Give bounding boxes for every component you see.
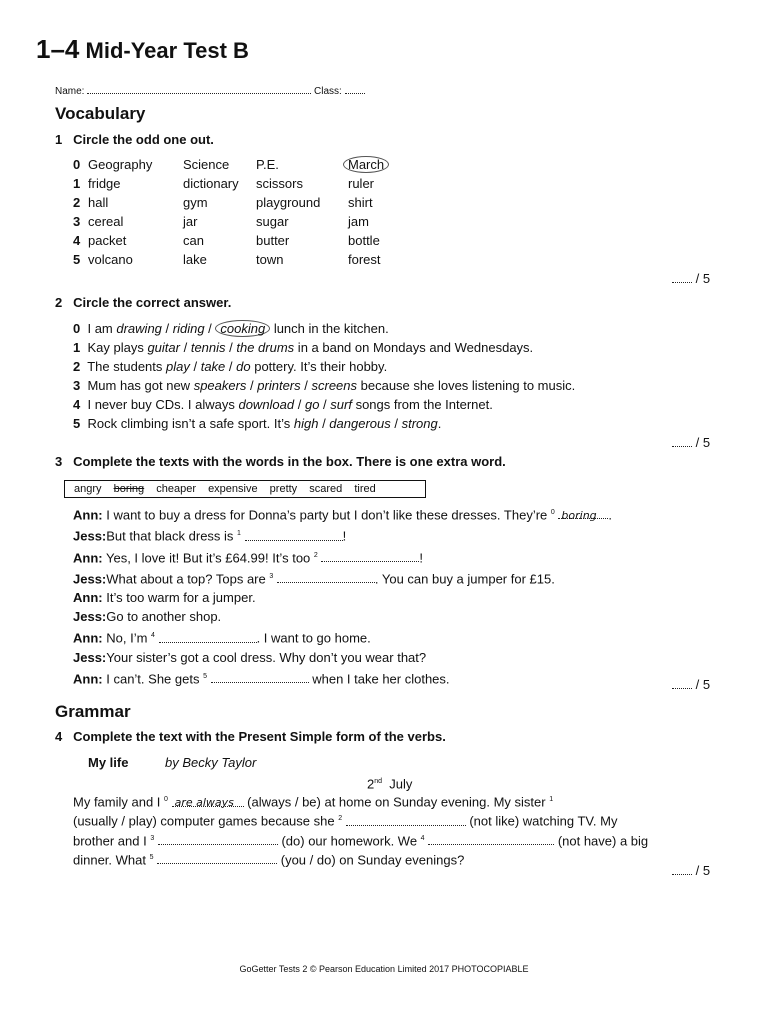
sentence-text: in a band on Mondays and Wednesdays. [294, 340, 534, 355]
unit-range: 1–4 [36, 34, 80, 64]
option[interactable]: play [166, 359, 190, 374]
option[interactable]: go [304, 397, 320, 412]
word[interactable]: forest [348, 252, 381, 267]
dialogue-line [73, 567, 612, 588]
date-day: 2 [367, 776, 375, 792]
speaker: Ann: [73, 630, 103, 646]
table-row [73, 231, 389, 250]
line-text: (usually / play) computer games because she [73, 813, 339, 829]
dialogue-line [73, 607, 612, 626]
answer-blank[interactable] [159, 629, 257, 643]
score-field[interactable] [672, 677, 692, 689]
sentence-text: I never buy CDs. I always [87, 397, 239, 412]
option[interactable]: dangerous [329, 416, 391, 431]
separator: / [204, 321, 216, 336]
word-box [64, 480, 426, 498]
score-field[interactable] [672, 435, 692, 447]
speaker: Jess: [73, 571, 107, 587]
name-class-line [55, 84, 365, 97]
box-word: tired [354, 483, 376, 495]
example-answer: boring [561, 509, 597, 523]
sentence-text: because she loves listening to music. [357, 378, 576, 393]
list-item [73, 338, 575, 357]
item-number: 4 [73, 233, 81, 248]
option[interactable]: do [236, 359, 251, 374]
gap-number: 1 [549, 796, 554, 803]
gap-number: 1 [237, 530, 241, 538]
circled-example-word[interactable]: March [343, 156, 389, 173]
separator: / [294, 397, 305, 412]
dialogue-line [73, 503, 612, 524]
option[interactable]: download [238, 397, 295, 412]
instruction-text: Circle the correct answer. [73, 295, 232, 310]
section-heading-vocabulary: Vocabulary [55, 104, 146, 123]
item-number: 5 [73, 416, 81, 431]
word[interactable]: P.E. [256, 157, 279, 172]
word[interactable]: Geography [88, 157, 153, 172]
sentence-text: Rock climbing isn’t a safe sport. It’s [87, 416, 294, 431]
word[interactable]: playground [256, 195, 321, 210]
gap-number: 4 [420, 834, 425, 842]
line-text: . [608, 507, 613, 523]
story-line [73, 810, 648, 829]
option[interactable]: riding [172, 321, 205, 336]
separator: / [225, 340, 237, 355]
line-text: I want to buy a dress for Donna’s party but I don’t like these dresses. They’re [106, 507, 551, 523]
option[interactable]: drawing [116, 321, 162, 336]
score-total: / 5 [695, 435, 711, 450]
word[interactable]: hall [88, 195, 109, 210]
answer-blank[interactable] [211, 669, 309, 683]
answer-blank[interactable] [172, 793, 244, 810]
word[interactable]: shirt [348, 195, 373, 210]
word[interactable]: town [256, 252, 284, 267]
exercise-3-instruction [55, 454, 506, 469]
line-text: Go to another shop. [106, 609, 222, 625]
sentence-text: lunch in the kitchen. [270, 321, 389, 336]
line-text: dinner. What [73, 852, 150, 868]
item-number: 0 [73, 321, 81, 336]
score-total: / 5 [695, 677, 711, 692]
instruction-text: Complete the text with the Present Simple form of the verbs. [73, 729, 446, 744]
line-text: It’s too warm for a jumper. [106, 590, 256, 606]
word[interactable]: ruler [348, 176, 375, 191]
line-text: brother and I [73, 832, 151, 848]
item-number: 0 [73, 157, 81, 172]
answer-blank[interactable] [158, 831, 278, 845]
gap-number: 4 [151, 632, 155, 640]
option[interactable]: take [200, 359, 226, 374]
list-item [73, 319, 575, 338]
list-item [73, 357, 575, 376]
score-box-ex3 [672, 677, 710, 692]
class-label: Class: [314, 86, 342, 97]
separator: / [300, 378, 312, 393]
option[interactable]: screens [311, 378, 358, 393]
score-total: / 5 [695, 863, 711, 878]
list-item [73, 376, 575, 395]
date-month: July [389, 776, 413, 792]
word[interactable]: cereal [88, 214, 124, 229]
answer-blank[interactable] [277, 569, 375, 583]
separator: / [225, 359, 237, 374]
line-text: Your sister’s got a cool dress. Why don’t you wear that? [106, 649, 427, 665]
sentence-text: songs from the Internet. [351, 397, 493, 412]
item-number: 2 [73, 195, 81, 210]
line-text: ! [342, 528, 347, 544]
word[interactable]: volcano [88, 252, 133, 267]
sentence-text: I am [87, 321, 117, 336]
separator: / [318, 416, 330, 431]
exercise-4-instruction [55, 729, 446, 744]
exercise-number: 3 [55, 454, 63, 469]
list-item [73, 414, 575, 433]
box-word-used: boring [113, 483, 145, 495]
odd-one-out-table [73, 155, 389, 269]
score-total: / 5 [695, 271, 711, 286]
item-number: 5 [73, 252, 81, 267]
box-word: cheaper [156, 483, 196, 495]
speaker: Ann: [73, 670, 103, 686]
line-text: (do) our homework. We [277, 832, 421, 848]
gap-number: 0 [164, 796, 168, 803]
answer-blank[interactable] [428, 831, 554, 845]
option[interactable]: high [293, 416, 319, 431]
dialogue [73, 503, 612, 688]
score-box-ex4 [672, 863, 710, 878]
item-number: 3 [73, 378, 81, 393]
page-title [36, 34, 249, 65]
dialogue-line [73, 626, 612, 647]
line-text: (you / do) on Sunday evenings? [277, 852, 465, 868]
gap-number: 5 [149, 853, 154, 861]
line-text: ! [419, 549, 424, 565]
exercise-number: 2 [55, 295, 63, 310]
page-footer: GoGetter Tests 2 © Pearson Education Limited 2017 PHOTOCOPIABLE [239, 964, 529, 974]
gap-number: 2 [338, 815, 343, 823]
item-number: 1 [73, 176, 81, 191]
word[interactable]: gym [183, 195, 208, 210]
word[interactable]: dictionary [183, 176, 239, 191]
option[interactable]: surf [330, 397, 352, 412]
speaker: Jess: [73, 609, 107, 625]
instruction-text: Complete the texts with the words in the box. There is one extra word. [73, 454, 506, 469]
line-text: I can’t. She gets [106, 670, 204, 686]
line-text: But that black dress is [106, 528, 238, 544]
score-field[interactable] [672, 271, 692, 283]
word[interactable]: Science [183, 157, 230, 172]
sentence-text: . [437, 416, 442, 431]
line-text: (always / be) at home on Sunday evening. My sister [243, 794, 550, 810]
box-word: scared [309, 483, 343, 495]
table-row [73, 155, 389, 174]
word[interactable]: jam [348, 214, 369, 229]
word[interactable]: butter [256, 233, 290, 248]
separator: / [390, 416, 402, 431]
story-line [73, 830, 648, 849]
item-number: 2 [73, 359, 81, 374]
line-text: (not like) watching TV. My [465, 813, 618, 829]
exercise-number: 4 [55, 729, 63, 744]
story-author: by Becky Taylor [165, 755, 257, 770]
word[interactable]: sugar [256, 214, 289, 229]
exercise-1-instruction [55, 132, 214, 147]
answer-blank[interactable] [157, 850, 277, 864]
circled-example-option[interactable]: cooking [215, 320, 270, 337]
exercise-2-instruction [55, 295, 231, 310]
exercise-2-items [73, 319, 575, 433]
story-title: My life [88, 755, 129, 770]
table-row [73, 193, 389, 212]
line-text: Yes, I love it! But it’s £64.99! It’s too [106, 549, 314, 565]
speaker: Ann: [73, 507, 103, 523]
instruction-text: Circle the odd one out. [73, 132, 214, 147]
answer-blank[interactable] [346, 812, 466, 826]
option[interactable]: tennis [190, 340, 226, 355]
separator: / [319, 397, 331, 412]
box-word: expensive [208, 483, 258, 495]
speaker: Jess: [73, 528, 107, 544]
answer-blank[interactable] [321, 548, 419, 562]
word[interactable]: bottle [348, 233, 380, 248]
option[interactable]: the drums [236, 340, 295, 355]
dialogue-line [73, 546, 612, 567]
gap-number: 3 [150, 834, 155, 842]
exercise-number: 1 [55, 132, 63, 147]
box-word: angry [74, 483, 102, 495]
story-line [73, 849, 648, 868]
word[interactable]: fridge [88, 176, 121, 191]
dialogue-line [73, 648, 612, 667]
word[interactable]: packet [88, 233, 127, 248]
word[interactable]: lake [183, 252, 207, 267]
word[interactable]: can [183, 233, 204, 248]
dialogue-line [73, 667, 612, 688]
table-row [73, 212, 389, 231]
section-heading-grammar: Grammar [55, 702, 131, 721]
item-number: 1 [73, 340, 81, 355]
gap-number: 5 [203, 672, 207, 680]
score-box-ex1 [672, 271, 710, 286]
word[interactable]: jar [183, 214, 198, 229]
sentence-text: The students [87, 359, 167, 374]
answer-blank[interactable] [245, 527, 343, 541]
line-text: No, I’m [106, 630, 152, 646]
test-title: Mid-Year Test B [85, 38, 249, 63]
sentence-text: Kay plays [87, 340, 148, 355]
dialogue-line [73, 524, 612, 545]
speaker: Jess: [73, 649, 107, 665]
story-text [73, 791, 648, 868]
option[interactable]: printers [257, 378, 301, 393]
word[interactable]: scissors [256, 176, 303, 191]
gap-number: 3 [269, 572, 274, 580]
name-field[interactable] [87, 84, 311, 94]
separator: / [246, 378, 258, 393]
score-field[interactable] [672, 863, 692, 875]
line-text: . I want to go home. [256, 630, 371, 646]
speaker: Ann: [73, 549, 103, 565]
name-label: Name: [55, 86, 85, 97]
dialogue-line [73, 588, 612, 607]
speaker: Ann: [73, 590, 103, 606]
separator: / [189, 359, 201, 374]
line-text: when I take her clothes. [308, 670, 450, 686]
sentence-text: pottery. It’s their hobby. [250, 359, 388, 374]
box-word: pretty [269, 483, 298, 495]
option[interactable]: strong [401, 416, 438, 431]
class-field[interactable] [345, 84, 365, 94]
story-line [73, 791, 648, 810]
list-item [73, 395, 575, 414]
option[interactable]: guitar [147, 340, 180, 355]
gap-number: 2 [313, 551, 318, 559]
option[interactable]: speakers [193, 378, 247, 393]
gap-number: 0 [550, 509, 555, 516]
date-suffix: nd [374, 778, 383, 785]
answer-blank[interactable] [558, 505, 608, 523]
item-number: 4 [73, 397, 81, 412]
line-text: . You can buy a jumper for £15. [374, 571, 555, 587]
sentence-text: Mum has got new [87, 378, 194, 393]
line-text: (not have) a big [554, 832, 649, 848]
line-text: My family and I [73, 794, 165, 810]
table-row [73, 174, 389, 193]
example-answer: are always [174, 796, 234, 810]
separator: / [179, 340, 191, 355]
table-row [73, 250, 389, 269]
line-text: What about a top? Tops are [106, 571, 270, 587]
separator: / [161, 321, 173, 336]
item-number: 3 [73, 214, 81, 229]
score-box-ex2 [672, 435, 710, 450]
